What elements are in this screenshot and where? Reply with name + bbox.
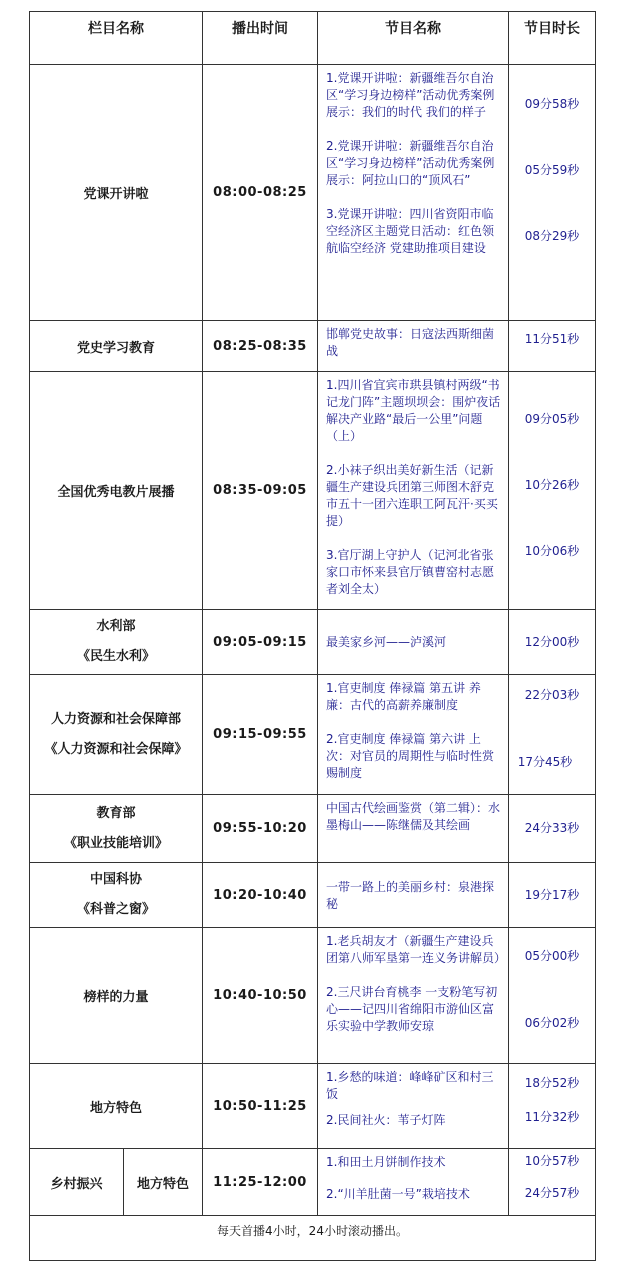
header-column: 栏目名称 (30, 12, 203, 65)
table-row (30, 1149, 596, 1216)
program-cell (318, 372, 509, 610)
table-row (30, 795, 596, 863)
air-time: 10:20-10:40 (203, 863, 318, 928)
header-time: 播出时间 (203, 12, 318, 65)
duration-cell (509, 65, 596, 321)
air-time: 09:15-09:55 (203, 675, 318, 795)
program-title: 1.老兵胡友才（新疆生产建设兵团第八师军垦第一连义务讲解员） (326, 934, 507, 965)
duration: 24分33秒 (524, 821, 580, 835)
program-title: 邯郸党史故事：日寇法西斯细菌战 (326, 327, 495, 358)
duration-cell (509, 863, 596, 928)
table-row (30, 321, 596, 372)
program-title: 中国古代绘画鉴赏（第二辑）：水墨梅山——陈继儒及其绘画 (326, 801, 501, 832)
table-row (30, 1064, 596, 1149)
duration: 05分00秒 (524, 949, 580, 963)
program-title: 1.乡愁的味道：峰峰矿区和村三饭 (326, 1070, 494, 1101)
duration-cell (509, 795, 596, 863)
air-time: 08:35-09:05 (203, 372, 318, 610)
column-name (30, 675, 203, 795)
program-title: 3.党课开讲啦：四川省资阳市临空经济区主题党日活动：红色领航临空经济 党建助推项目建设 (326, 207, 495, 255)
air-time: 08:25-08:35 (203, 321, 318, 372)
duration: 09分05秒 (524, 412, 580, 426)
air-time: 09:05-09:15 (203, 610, 318, 675)
footer-note: 每天首播4小时，24小时滚动播出。 (30, 1216, 596, 1261)
duration: 11分51秒 (524, 332, 580, 346)
column-name: 地方特色 (30, 1064, 203, 1149)
program-title: 1.四川省宜宾市珙县镇村两级“书记龙门阵”主题坝坝会：围炉夜话 解决产业路“最后一公里”问题（上） (326, 378, 501, 443)
program-series: 《人力资源和社会保障》 (44, 741, 188, 757)
header-row (30, 12, 596, 65)
program-title: 2.民间社火：苇子灯阵 (326, 1113, 446, 1127)
column-name: 党课开讲啦 (30, 65, 203, 321)
department-name: 水利部 (96, 619, 136, 634)
department-name: 中国科协 (89, 872, 142, 887)
program-cell (318, 65, 509, 321)
duration: 17分45秒 (517, 755, 573, 769)
header-program: 节目名称 (318, 12, 509, 65)
duration-cell (509, 1064, 596, 1149)
air-time: 11:25-12:00 (203, 1149, 318, 1216)
duration: 12分00秒 (524, 635, 580, 649)
column-name: 地方特色 (124, 1149, 203, 1216)
footer-row (30, 1216, 596, 1261)
table-row (30, 610, 596, 675)
department-name: 教育部 (96, 805, 136, 821)
program-cell (318, 675, 509, 795)
column-name (30, 610, 203, 675)
program-title: 一带一路上的美丽乡村：泉港探秘 (326, 879, 495, 911)
table-row (30, 372, 596, 610)
air-time: 10:40-10:50 (203, 928, 318, 1064)
duration: 10分57秒 (524, 1154, 580, 1168)
program-cell (318, 1064, 509, 1149)
program-series: 《科普之窗》 (76, 902, 155, 917)
duration: 09分58秒 (524, 97, 580, 111)
table-row (30, 863, 596, 928)
air-time: 09:55-10:20 (203, 795, 318, 863)
duration: 06分02秒 (524, 1016, 580, 1030)
column-name (30, 863, 203, 928)
program-title: 2.小袜子织出美好新生活（记新疆生产建设兵团第三师图木舒克市五十一团六连职工阿瓦汗·买买提） (326, 463, 498, 528)
program-title: 2.三尺讲台育桃李 一支粉笔写初心——记四川省绵阳市游仙区富乐实验中学教师安琼 (326, 985, 498, 1033)
program-title: 2.官吏制度 俸禄篇 第六讲 上次：对官员的周期性与临时性赏赐制度 (326, 732, 495, 780)
program-cell (318, 1149, 509, 1216)
program-series: 《职业技能培训》 (63, 835, 168, 851)
column-name: 党史学习教育 (30, 321, 203, 372)
duration: 10分26秒 (524, 478, 580, 492)
program-cell (318, 863, 509, 928)
duration: 19分17秒 (524, 888, 580, 902)
program-cell (318, 928, 509, 1064)
air-time: 08:00-08:25 (203, 65, 318, 321)
program-title: 1.党课开讲啦：新疆维吾尔自治区“学习身边榜样”活动优秀案例展示：我们的时代 我们的样子 (326, 71, 495, 119)
duration: 18分52秒 (524, 1076, 580, 1090)
program-cell (318, 321, 509, 372)
duration: 24分57秒 (524, 1186, 580, 1200)
column-name: 榜样的力量 (30, 928, 203, 1064)
program-title: 1.官吏制度 俸禄篇 第五讲 养廉：古代的高薪养廉制度 (326, 681, 481, 712)
duration: 10分06秒 (524, 544, 580, 558)
air-time: 10:50-11:25 (203, 1064, 318, 1149)
column-name: 全国优秀电教片展播 (30, 372, 203, 610)
column-name (30, 795, 203, 863)
program-series: 《民生水利》 (76, 649, 155, 664)
duration: 05分59秒 (524, 163, 580, 177)
program-title: 2.“川羊肚菌一号”栽培技术 (326, 1187, 470, 1201)
program-cell (318, 610, 509, 675)
duration-cell (509, 372, 596, 610)
column-name: 乡村振兴 (30, 1149, 124, 1216)
duration: 22分03秒 (524, 688, 580, 702)
table-row (30, 65, 596, 321)
duration-cell (509, 610, 596, 675)
schedule-table (29, 11, 596, 1261)
program-title: 3.官厅湖上守护人（记河北省张家口市怀来县官厅镇曹窑村志愿者刘全太） (326, 548, 495, 596)
program-cell (318, 795, 509, 863)
program-title: 1.和田土月饼制作技术 (326, 1155, 446, 1169)
duration-cell (509, 1149, 596, 1216)
duration: 08分29秒 (524, 229, 580, 243)
duration-cell (509, 321, 596, 372)
department-name: 人力资源和社会保障部 (50, 711, 181, 727)
program-title: 2.党课开讲啦：新疆维吾尔自治区“学习身边榜样”活动优秀案例展示：阿拉山口的“顶风石” (326, 139, 495, 187)
header-duration: 节目时长 (509, 12, 596, 65)
duration-cell (509, 928, 596, 1064)
duration: 11分32秒 (524, 1110, 580, 1124)
table-row (30, 675, 596, 795)
duration-cell (509, 675, 596, 795)
table-row (30, 928, 596, 1064)
program-title: 最美家乡河——泸溪河 (326, 635, 447, 649)
